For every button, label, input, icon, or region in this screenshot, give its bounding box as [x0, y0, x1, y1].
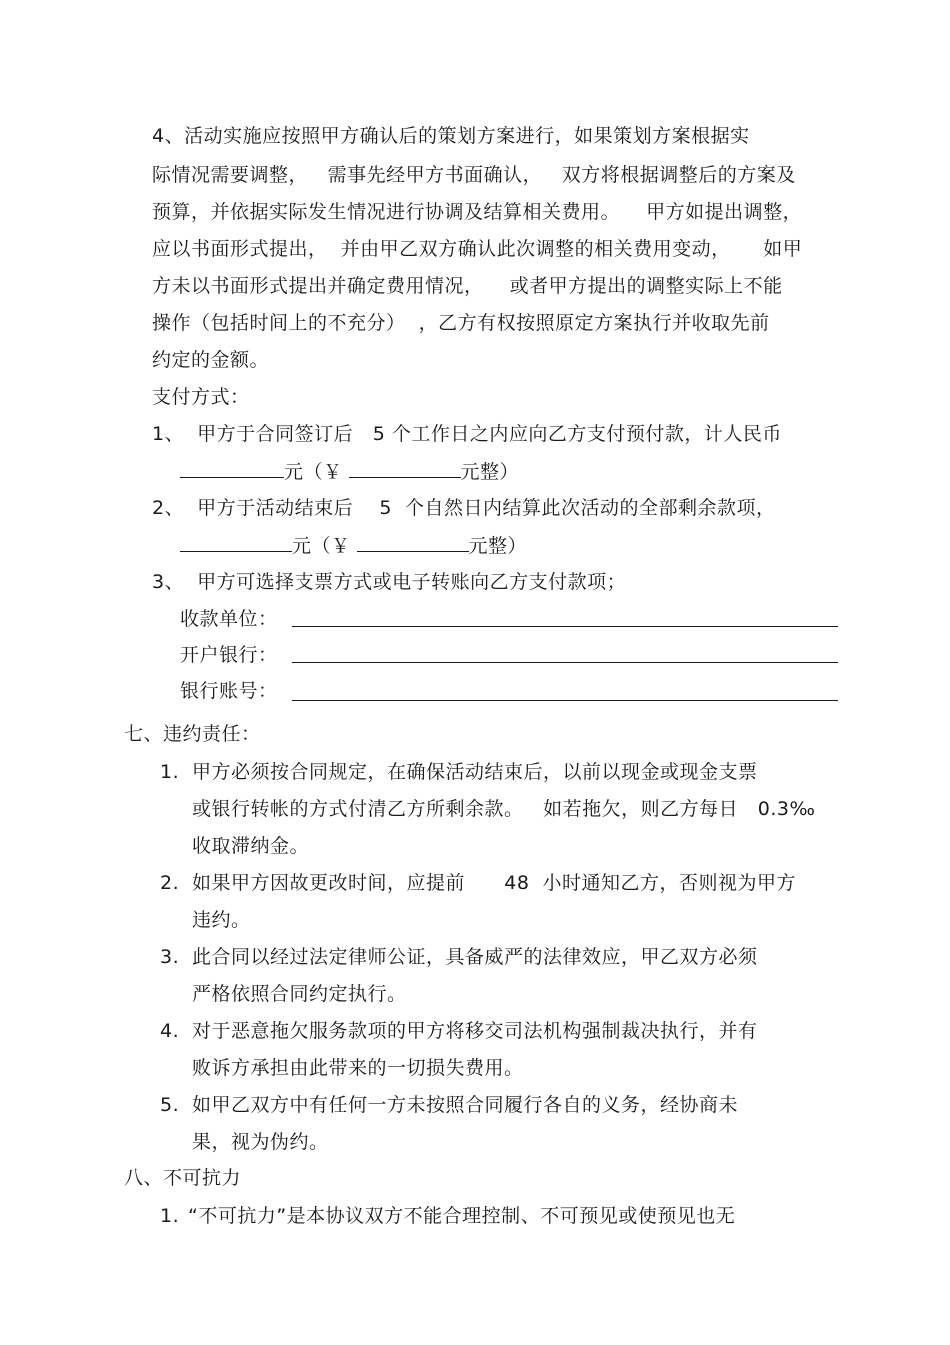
breach-item-line: 甲方必须按合同规定，在确保活动结束后，以前以现金或现金支票	[192, 761, 758, 783]
payee-label: 收款单位：	[180, 608, 278, 630]
clause-4-line: 应以书面形式提出， 并由甲乙双方确认此次调整的相关费用变动， 如甲	[152, 238, 803, 260]
section-8-heading: 八、不可抗力	[124, 1167, 242, 1189]
payment-item-1: 1、 甲方于合同签订后 5 个工作日之内应向乙方支付预付款，计人民币	[152, 423, 782, 445]
breach-item-line: 果，视为伪约。	[192, 1131, 329, 1153]
payee-blank	[292, 626, 838, 627]
amount-blank	[180, 533, 292, 552]
clause-4-line: 操作（包括时间上的不充分） ，乙方有权按照原定方案执行并收取先前	[152, 312, 770, 334]
clause-4-line: 方未以书面形式提出并确定费用情况， 或者甲方提出的调整实际上不能	[152, 275, 783, 297]
bank-label: 开户银行：	[180, 644, 278, 666]
section-7-heading: 七、违约责任：	[124, 723, 261, 745]
clause-4-line: 预算，并依据实际发生情况进行协调及结算相关费用。 甲方如提出调整，	[152, 201, 803, 223]
breach-item-line: 违约。	[192, 909, 251, 931]
account-blank	[292, 700, 838, 701]
breach-item-line: 对于恶意拖欠服务款项的甲方将移交司法机构强制裁决执行，并有	[192, 1020, 758, 1042]
clause-4-line: 际情况需要调整， 需事先经甲方书面确认， 双方将根据调整后的方案及	[152, 164, 796, 186]
amount-blank	[349, 459, 461, 478]
payment-item-3: 3、 甲方可选择支票方式或电子转账向乙方支付款项；	[152, 571, 627, 593]
breach-item-line: 严格依照合同约定执行。	[192, 983, 407, 1005]
payment-heading: 支付方式：	[152, 386, 250, 408]
item-number: 3.	[160, 946, 180, 968]
clause-4-line: 约定的金额。	[152, 349, 270, 371]
breach-item-line: 或银行转帐的方式付清乙方所剩余款。 如若拖欠，则乙方每日 0.3‰	[192, 798, 816, 820]
amount-blank	[180, 459, 284, 478]
clause-4-line: 4、活动实施应按照甲方确认后的策划方案进行，如果策划方案根据实	[152, 125, 750, 147]
breach-item-line: 此合同以经过法定律师公证，具备威严的法律效应，甲乙双方必须	[192, 946, 758, 968]
force-majeure-line: “不可抗力”是本协议双方不能合理控制、不可预见或使预见也无	[188, 1205, 736, 1227]
payment-item-2: 2、 甲方于活动结束后 5 个自然日内结算此次活动的全部剩余款项，	[152, 497, 776, 519]
bank-blank	[292, 662, 838, 663]
amount-blank	[357, 533, 469, 552]
account-label: 银行账号：	[180, 680, 278, 702]
breach-item-line: 败诉方承担由此带来的一切损失费用。	[192, 1057, 524, 1079]
item-number: 5.	[160, 1094, 180, 1116]
payment-item-2-amount: 元（￥ 元整）	[180, 533, 527, 558]
breach-item-line: 如甲乙双方中有任何一方未按照合同履行各自的义务，经协商未	[192, 1094, 739, 1116]
item-number: 1.	[160, 1205, 180, 1227]
item-number: 2.	[160, 872, 180, 894]
breach-item-line: 收取滞纳金。	[192, 835, 310, 857]
item-number: 4.	[160, 1020, 180, 1042]
payment-item-1-amount: 元（￥ 元整）	[180, 459, 519, 484]
item-number: 1.	[160, 761, 180, 783]
breach-item-line: 如果甲方因故更改时间，应提前 48 小时通知乙方，否则视为甲方	[192, 872, 796, 894]
